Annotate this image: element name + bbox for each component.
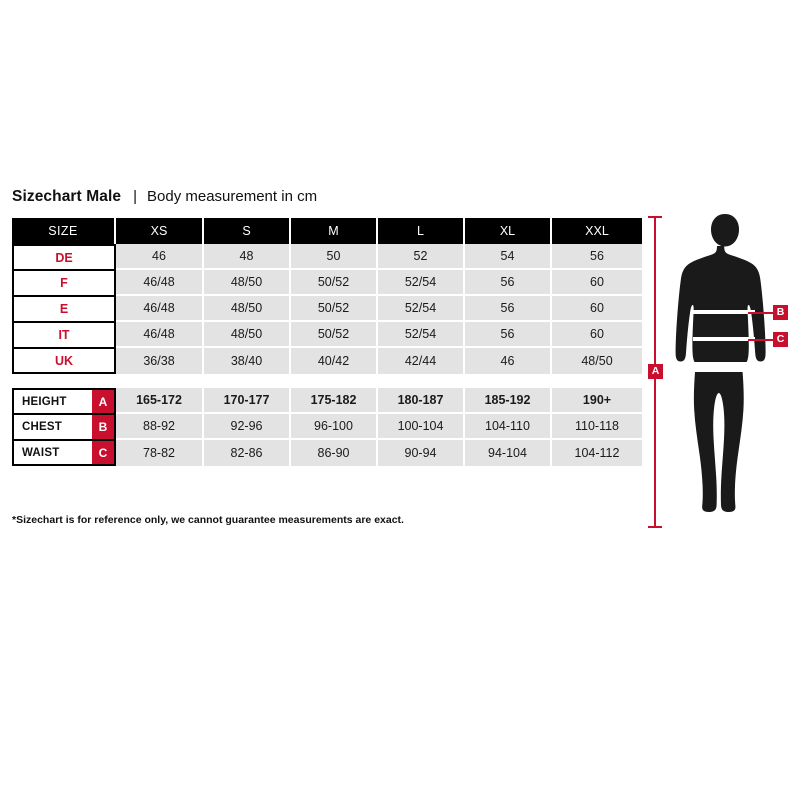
header-size-m: M <box>291 218 378 244</box>
cell-f-xs: 46/48 <box>116 270 204 296</box>
cell-it-l: 52/54 <box>378 322 465 348</box>
table-row <box>12 296 642 322</box>
footnote: *Sizechart is for reference only, we cannot guarantee measurements are exact. <box>12 514 404 526</box>
marker-badge-a: A <box>648 364 663 379</box>
cell-chest-xxl: 110-118 <box>552 414 642 440</box>
header-size-label: SIZE <box>12 218 116 244</box>
cell-waist-m: 86-90 <box>291 440 378 466</box>
region-label-uk: UK <box>12 348 116 374</box>
cell-chest-xl: 104-110 <box>465 414 552 440</box>
cell-height-l: 180-187 <box>378 388 465 414</box>
cell-de-m: 50 <box>291 244 378 270</box>
cell-height-m: 175-182 <box>291 388 378 414</box>
cell-chest-l: 100-104 <box>378 414 465 440</box>
table-header-row <box>12 218 642 244</box>
header-size-s: S <box>204 218 291 244</box>
table-spacer <box>12 374 642 388</box>
header-size-xxl: XXL <box>552 218 642 244</box>
title-separator: | <box>133 188 137 205</box>
marker-badge-b: B <box>773 305 788 320</box>
measure-key-a: A <box>92 388 116 414</box>
header-size-xl: XL <box>465 218 552 244</box>
cell-f-xxl: 60 <box>552 270 642 296</box>
table-row <box>12 322 642 348</box>
page-title-subtitle: Body measurement in cm <box>147 188 318 205</box>
cell-height-s: 170-177 <box>204 388 291 414</box>
cell-e-l: 52/54 <box>378 296 465 322</box>
cell-uk-xxl: 48/50 <box>552 348 642 374</box>
cell-de-s: 48 <box>204 244 291 270</box>
waist-leader-line <box>748 339 774 341</box>
cell-e-xl: 56 <box>465 296 552 322</box>
region-label-e: E <box>12 296 116 322</box>
region-label-it: IT <box>12 322 116 348</box>
cell-uk-l: 42/44 <box>378 348 465 374</box>
cell-de-xl: 54 <box>465 244 552 270</box>
cell-e-m: 50/52 <box>291 296 378 322</box>
cell-f-m: 50/52 <box>291 270 378 296</box>
table-row <box>12 244 642 270</box>
cell-waist-s: 82-86 <box>204 440 291 466</box>
cell-e-s: 48/50 <box>204 296 291 322</box>
cell-waist-xs: 78-82 <box>116 440 204 466</box>
cell-uk-xs: 36/38 <box>116 348 204 374</box>
header-size-xs: XS <box>116 218 204 244</box>
header-size-l: L <box>378 218 465 244</box>
table-row <box>12 414 642 440</box>
cell-f-xl: 56 <box>465 270 552 296</box>
cell-it-xxl: 60 <box>552 322 642 348</box>
cell-f-s: 48/50 <box>204 270 291 296</box>
region-label-de: DE <box>12 244 116 270</box>
cell-uk-s: 38/40 <box>204 348 291 374</box>
measure-key-c: C <box>92 440 116 466</box>
table-row <box>12 348 642 374</box>
measure-label-waist: WAIST <box>12 440 92 466</box>
page-title-main: Sizechart Male <box>12 188 122 205</box>
cell-de-xs: 46 <box>116 244 204 270</box>
cell-uk-xl: 46 <box>465 348 552 374</box>
male-silhouette-icon <box>670 212 780 530</box>
body-figure <box>648 212 788 532</box>
waist-band <box>693 337 755 341</box>
region-label-f: F <box>12 270 116 296</box>
measure-label-chest: CHEST <box>12 414 92 440</box>
cell-height-xs: 165-172 <box>116 388 204 414</box>
cell-it-s: 48/50 <box>204 322 291 348</box>
cell-it-m: 50/52 <box>291 322 378 348</box>
sizechart-table <box>12 218 642 466</box>
cell-e-xs: 46/48 <box>116 296 204 322</box>
height-measure-cap-bottom <box>648 526 662 528</box>
chest-leader-line <box>748 312 774 314</box>
measure-label-height: HEIGHT <box>12 388 92 414</box>
marker-badge-c: C <box>773 332 788 347</box>
cell-chest-s: 92-96 <box>204 414 291 440</box>
cell-waist-xxl: 104-112 <box>552 440 642 466</box>
cell-waist-l: 90-94 <box>378 440 465 466</box>
chest-band <box>693 310 755 314</box>
cell-height-xxl: 190+ <box>552 388 642 414</box>
table-row <box>12 270 642 296</box>
cell-f-l: 52/54 <box>378 270 465 296</box>
cell-de-xxl: 56 <box>552 244 642 270</box>
height-measure-cap-top <box>648 216 662 218</box>
cell-chest-xs: 88-92 <box>116 414 204 440</box>
table-row <box>12 440 642 466</box>
cell-it-xl: 56 <box>465 322 552 348</box>
measure-key-b: B <box>92 414 116 440</box>
cell-chest-m: 96-100 <box>291 414 378 440</box>
table-row <box>12 388 642 414</box>
page-title <box>12 188 317 206</box>
cell-e-xxl: 60 <box>552 296 642 322</box>
cell-de-l: 52 <box>378 244 465 270</box>
cell-uk-m: 40/42 <box>291 348 378 374</box>
cell-it-xs: 46/48 <box>116 322 204 348</box>
cell-waist-xl: 94-104 <box>465 440 552 466</box>
cell-height-xl: 185-192 <box>465 388 552 414</box>
